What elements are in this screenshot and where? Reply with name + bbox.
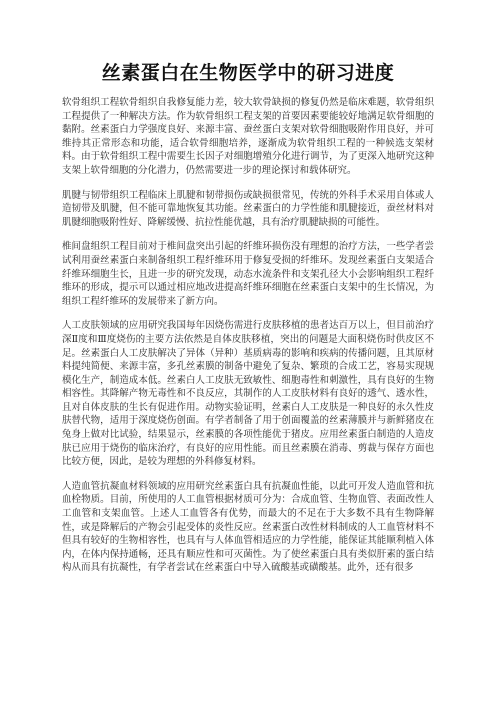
paragraph-artificial-vessel: 人造血管抗凝血材料领域的应用研究丝素蛋白具有抗凝血性能，以此可开发人造血管和抗血栓物质。目前，所使用的人工血管根据材质可分为：合成血管、生物血管、表面改性人工血管和支架血管。上述人工血管各有优势，而最大的不足在于大多数不具有生物降解性，或是降解后的产物会引起受体的炎性反应。丝素蛋白改性材料制成的人工血管材料不但具有较好的生物相容性，也具有与人体血管相适应的力学性能，能保证其能顺利植入体内，在体内保持通畅，还具有顺应性和可灭菌性。为了使丝素蛋白具有类似肝素的蛋白结构从而具有抗凝性，有学者尝试在丝素蛋白中导入硫酸基或磺酸基。此外，还有很多 bbox=[62, 480, 434, 574]
document-title: 丝素蛋白在生物医学中的研习进度 bbox=[101, 62, 395, 84]
paragraph-intervertebral-disc: 椎间盘组织工程目前对于椎间盘突出引起的纤维环损伤没有理想的治疗方法，一些学者尝试利用蚕丝素蛋白来制备组织工程纤维环用于修复受损的纤维环。发现丝素蛋白支架适合纤维环细胞生长，且进一步的研究发现，动态水流条件和支架孔径大小会影响组织工程纤维环的形成，提示可以通过相应地改进提高纤维环细胞在丝素蛋白支架中的生长情况，为组织工程纤维环的发展带来了新方向。 bbox=[62, 241, 434, 307]
document-body bbox=[62, 96, 434, 586]
paragraph-cartilage: 软骨组织工程软骨组织自我修复能力差，较大软骨缺损的修复仍然是临床难题，软骨组织工程提供了一种解决方法。作为软骨组织工程支架的首要因素要能较好地满足软骨细胞的黏附。丝素蛋白力学强度良好、来源丰富、蚕丝蛋白支架对软骨细胞吸附作用良好，并可维持其正常形态和功能，适合软骨细胞培养，逐渐成为软骨组织工程的一种候选支架材料。由于软骨组织工程中需要生长因子对细胞增殖分化进行调节，为了更深入地研究这种支架上软骨细胞的分化潜力，仍然需要进一步的理论探讨和载体研究。 bbox=[62, 97, 434, 176]
paragraph-tendon-ligament: 肌腱与韧带组织工程临床上肌腱和韧带损伤或缺损很常见，传统的外科手术采用自体或人造韧带及肌腱，但不能可靠地恢复其功能。丝素蛋白的力学性能和肌腱接近，蚕丝材料对肌腱细胞吸附性好、降解缓慢、抗拉性能优越，具有治疗肌腱缺损的可能性。 bbox=[62, 189, 434, 228]
paragraph-artificial-skin: 人工皮肤领域的应用研究我国每年因烧伤需进行皮肤移植的患者达百万以上，但目前治疗深Ⅱ度和Ⅲ度烧伤的主要方法依然是自体皮肤移植，突出的问题是大面积烧伤时供皮区不足。丝素蛋白人工皮肤解决了异体（异种）基质病毒的影响和疾病的传播问题，且其原材料提纯简便、来源丰富，多孔丝素膜的制备中避免了复杂、繁琐的合成工艺，容易实现规模化生产，制造成本低。丝素白人工皮肤无致敏性、细胞毒性和刺激性，具有良好的生物相容性。其降解产物无毒性和不良反应，其制作的人工皮肤材料有良好的透气、透水性，且对自体皮肤的生长有促进作用。动物实验证明，丝素白人工皮肤是一种良好的永久性皮肤替代物，适用于深度烧伤创面。有学者制备了用于创面覆盖的丝素薄膜并与新鲜猪皮在兔身上做对比试验，结果显示，丝素膜的各项性能优于猪皮。应用丝素蛋白制造的人造皮肤已应用于烧伤的临床治疗，有良好的应用性能。而且丝素膜在消毒、剪裁与保存方面也比较方便，因此，是较为理想的外科修复材料。 bbox=[62, 320, 434, 468]
